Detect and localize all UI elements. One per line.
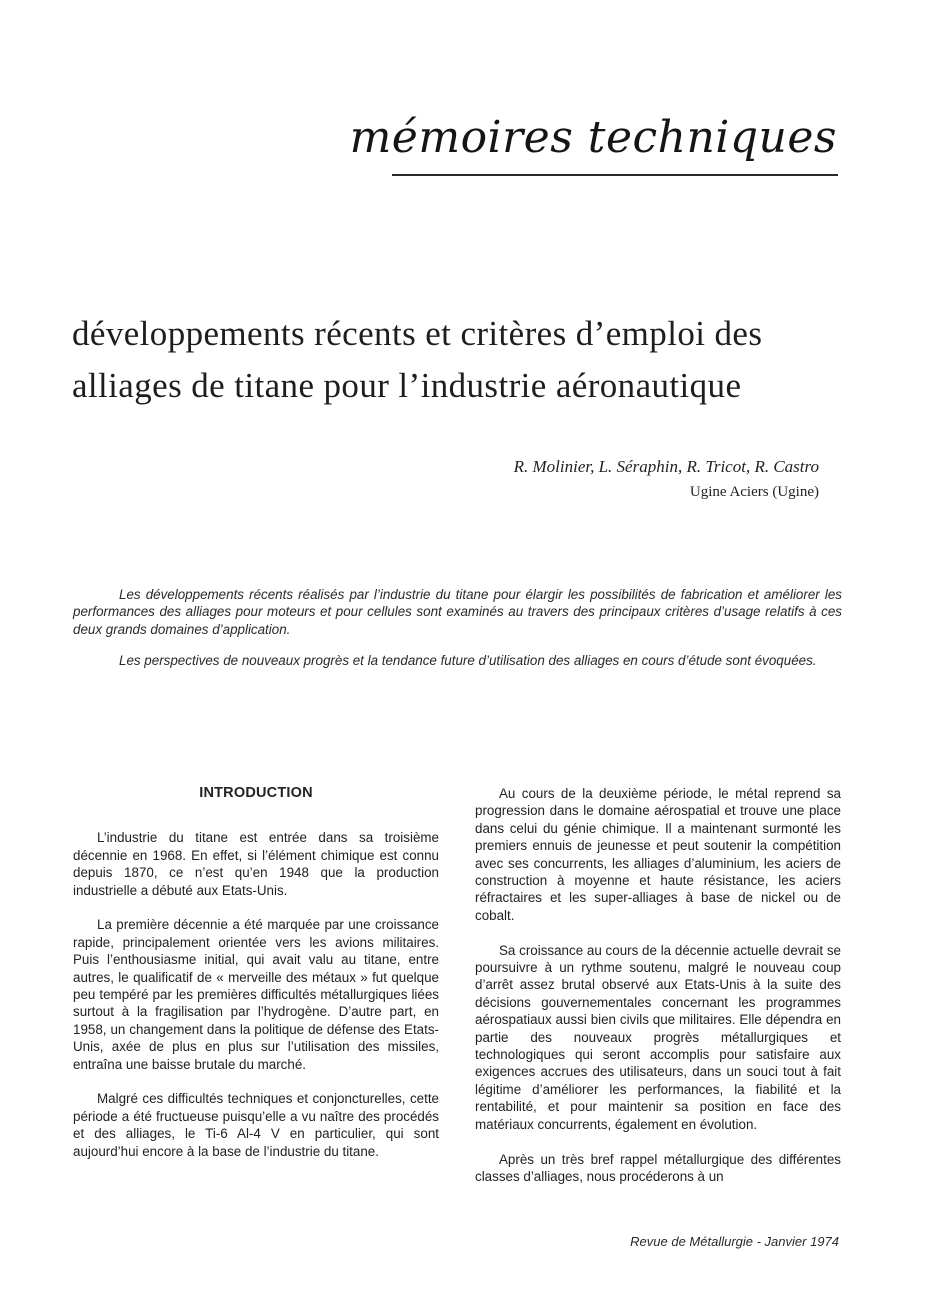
abstract [73,586,842,683]
authors: R. Molinier, L. Séraphin, R. Tricot, R. Castro [513,457,819,476]
journal-footer: Revue de Métallurgie - Janvier 1974 [630,1234,839,1249]
body-paragraph: L’industrie du titane est entrée dans sa troisième décennie en 1968. En effet, si l’élément chimique est connu depuis 1870, ce n’est qu’en 1948 que la production industrielle a débuté aux Etats-Unis. [73,830,439,898]
section-header: mémoires techniques [349,112,837,163]
article-title [72,308,852,412]
abstract-paragraph: Les perspectives de nouveaux progrès et la tendance future d’utilisation des alliages en cours d’étude sont évoquées. [119,652,817,668]
title-line-1: développements récents et critères d’emploi des [72,314,763,353]
title-line-2: alliages de titane pour l’industrie aéronautique [72,366,742,405]
body-paragraph: Après un très bref rappel métallurgique des différentes classes d’alliages, nous procéderons à un [475,1151,841,1184]
introduction-heading: INTRODUCTION [199,785,313,801]
body-paragraph: Sa croissance au cours de la décennie actuelle devrait se poursuivre à un rythme soutenu, malgré le nouveau coup d’arrêt assez brutal observé aux Etats-Unis à la suite des décisions gouvernementales concernant les programmes aérospatiaux aussi bien civils que militaires. Elle dépendra en partie des nouveaux progrès métallurgiques et technologiques qui seront accomplis pour satisfaire aux exigences accrues des utilisateurs, dans un souci tout à fait légitime d’améliorer les performances, la fiabilité et la rentabilité, et pour maintenir sa position en face des matériaux concurrents, également en évolution. [475,942,841,1132]
body-paragraph: Au cours de la deuxième période, le métal reprend sa progression dans le domaine aérospatial et trouve une place dans celui du génie chimique. Il a maintenant surmonté les premiers ennuis de jeunesse et peut soutenir la compétition avec ses concurrents, les alliages d’aluminium, les aciers de construction à moyenne et haute résistance, les aciers réfractaires et les super-alliages à base de nickel ou de cobalt. [475,786,841,923]
section-rule [392,174,838,176]
affiliation: Ugine Aciers (Ugine) [689,484,819,500]
body-paragraph: Malgré ces difficultés techniques et conjoncturelles, cette période a été fructueuse puisqu’elle a vu naître des procédés et des alliages, le Ti-6 Al-4 V en particulier, qui sont aujourd’hui encore à la base de l’industrie du titane. [73,1091,439,1159]
body-paragraph: La première décennie a été marquée par une croissance rapide, principalement orientée vers les avions militaires. Puis l’enthousiasme initial, qui avait valu au titane, entre autres, le qualificatif de « merveille des métaux » fut quelque peu tempéré par les premières difficultés métallurgiques liées surtout à la fragilisation par l’hydrogène. D’autre part, en 1958, un changement dans la politique de défense des Etats-Unis, axée de plus en plus sur l’utilisation des missiles, entraîna une baisse brutale du marché. [73,917,439,1072]
abstract-paragraph: Les développements récents réalisés par l’industrie du titane pour élargir les possibilités de fabrication et améliorer les performances des alliages pour moteurs et pour cellules sont examinés au travers des principaux critères d’usage relatifs à ces deux grands domaines d’application. [73,587,842,637]
right-column [475,785,841,1203]
left-column [73,785,439,1177]
